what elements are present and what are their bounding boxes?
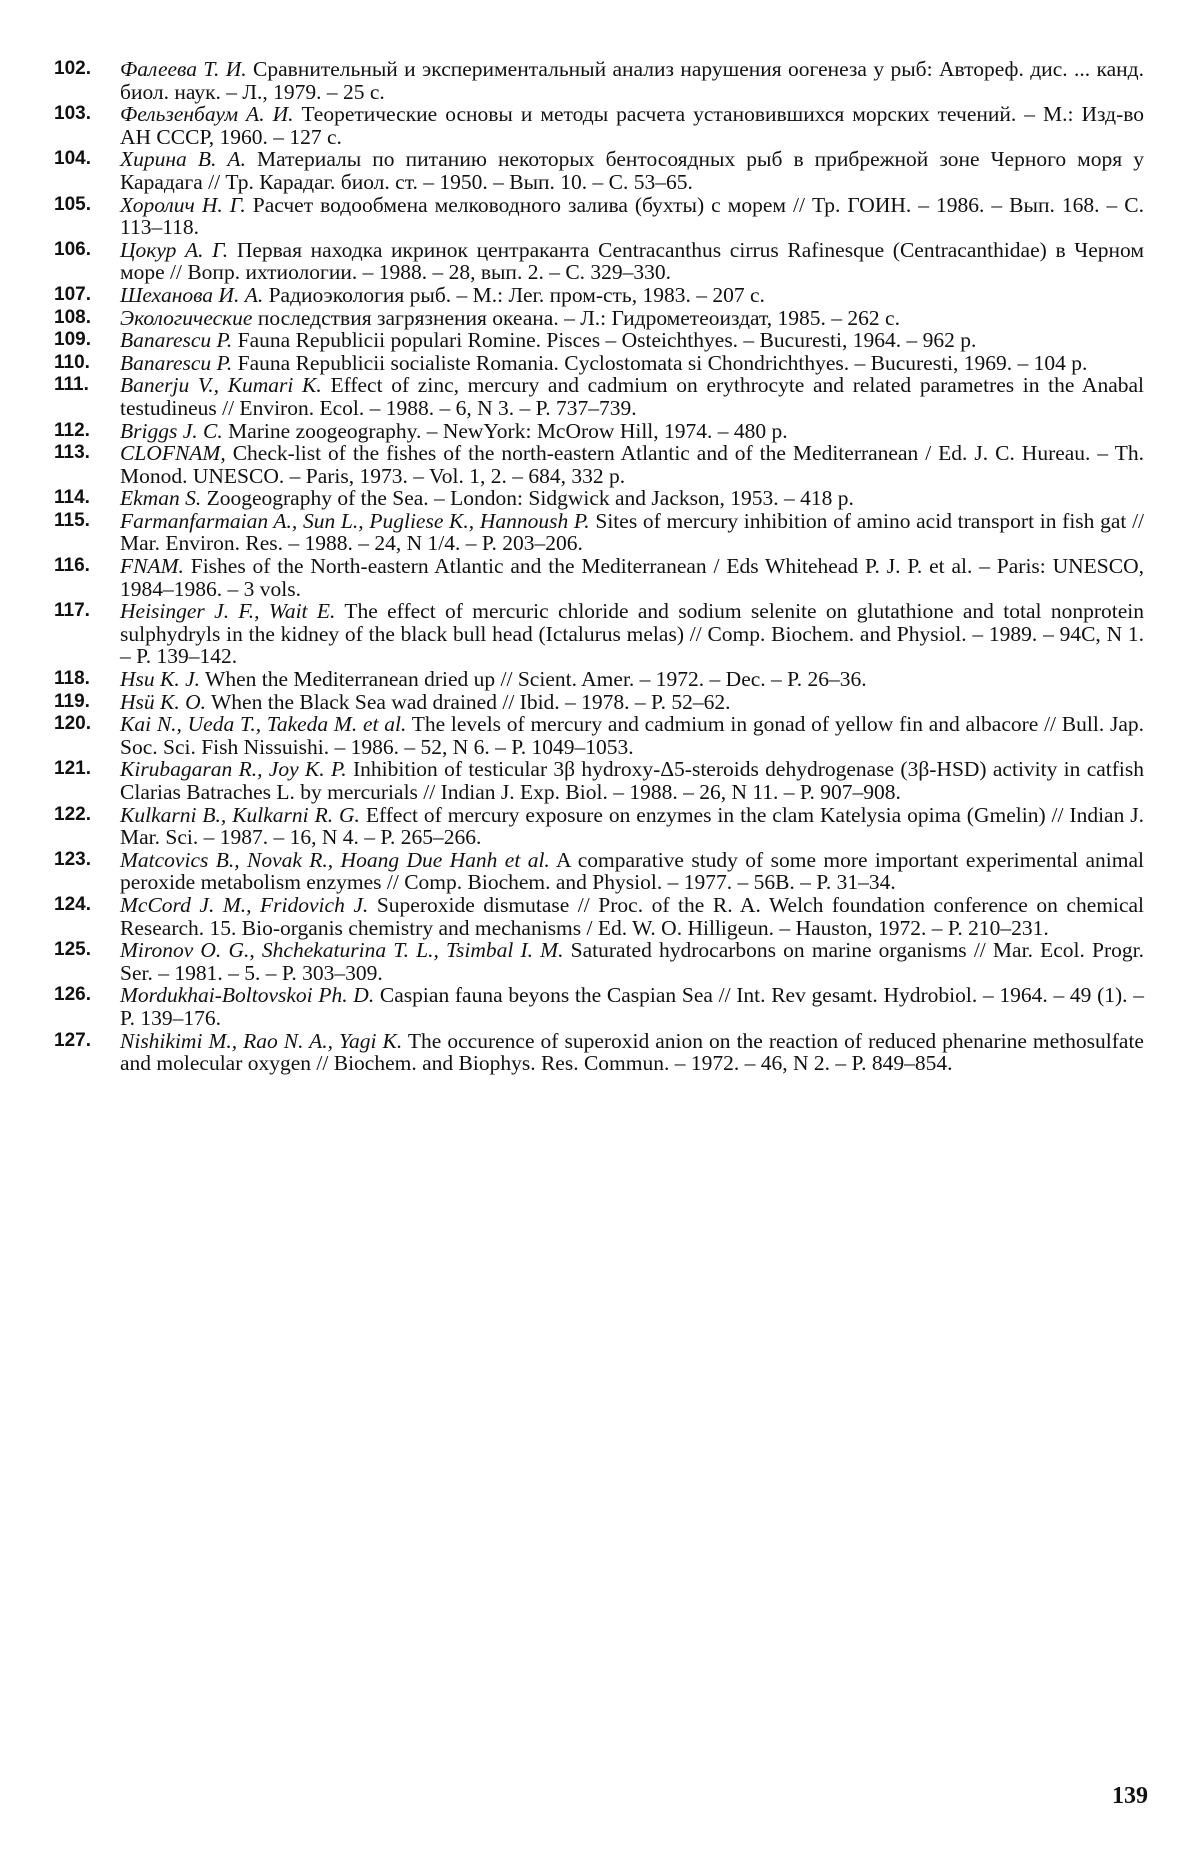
reference-author: Farmanfarmaian A., Sun L., Pugliese K., Hannoush P. [120, 508, 590, 533]
reference-author: Mordukhai-Boltovskoi Ph. D. [120, 983, 375, 1008]
reference-author: Banerju V., Kumari K. [120, 373, 322, 398]
reference-text: Marine zoogeography. – NewYork: McOrow Hill, 1974. – 480 p. [228, 418, 788, 443]
reference-item [54, 1030, 1144, 1075]
reference-number: 123. [54, 848, 91, 870]
reference-text: Sites of mercury inhibition of amino acid transport in fish gat // Mar. Environ. Res. – 1988. – 24, N 1/4. – P. 203–206. [120, 508, 1145, 556]
reference-text: Первая находка икринок центраканта Centracanthus cirrus Rafinesque (Centracanthidae) в Черном море // Вопр. ихтиологии. – 1988. – 28, вып. 2. – С. 329–330. [120, 237, 1145, 285]
reference-number: 121. [54, 758, 91, 780]
reference-item [54, 442, 1144, 487]
reference-text: Fauna Republicii socialiste Romania. Cyclostomata si Chondrichthyes. – Bucuresti, 1969. – 104 p. [237, 350, 1088, 375]
reference-author: Экологические [120, 305, 253, 330]
reference-author: Kirubagaran R., Joy K. P. [120, 757, 347, 782]
reference-item [54, 352, 1144, 375]
reference-item [54, 691, 1144, 714]
reference-number: 104. [54, 148, 91, 170]
reference-text: The levels of mercury and cadmium in gonad of yellow fin and albacore // Bull. Jap. Soc. Sci. Fish Nissuishi. – 1986. – 52, N 6. – P. 1049–1053. [120, 712, 1144, 759]
reference-author: Heisinger J. F., Wait E. [120, 599, 336, 624]
reference-author: Ekman S. [120, 486, 202, 511]
reference-number: 112. [54, 419, 90, 441]
reference-item [54, 510, 1144, 555]
reference-author: Фалеева Т. И. [120, 57, 247, 81]
reference-author: Matcovics B., Novak R., Hoang Due Hanh et al. [120, 847, 550, 872]
reference-number: 107. [54, 283, 91, 305]
reference-list [54, 58, 1144, 1075]
reference-author: Цокур А. Г. [120, 237, 229, 262]
reference-number: 117. [54, 600, 90, 622]
reference-text: Effect of zinc, mercury and cadmium on erythrocyte and related parametres in the Anabal testudineus // Environ. Ecol. – 1988. – 6, N 3. – P. 737–739. [120, 373, 1145, 420]
reference-text: Check-list of the fishes of the north-eastern Atlantic and of the Mediterranean / Ed. J. C. Hureau. – Th. Monod. UNESCO. – Paris, 1973. – Vol. 1, 2. – 684, 332 p. [120, 441, 1144, 488]
reference-author: Фельзенбаум А. И. [120, 102, 294, 127]
reference-author: Banarescu P. [120, 328, 233, 353]
reference-item [54, 148, 1144, 193]
reference-text: Caspian fauna beyons the Caspian Sea // Int. Rev gesamt. Hydrobiol. – 1964. – 49 (1). – P. 139–176. [120, 983, 1145, 1030]
reference-text: Fauna Republicii populari Romine. Pisces – Osteichthyes. – Bucuresti, 1964. – 962 p. [237, 328, 977, 353]
reference-number: 106. [54, 238, 91, 260]
reference-item [54, 103, 1144, 148]
reference-author: Шеханова И. А. [120, 282, 264, 307]
reference-item [54, 804, 1144, 849]
reference-item [54, 374, 1144, 419]
reference-number: 119. [54, 690, 90, 712]
reference-item [54, 284, 1144, 307]
reference-number: 125. [54, 939, 91, 961]
reference-text: Inhibition of testicular 3β hydroxy-Δ5-steroids dehydrogenase (3β-HSD) activity in catfish Clarias Batraches L. by mercurials // Indian J. Exp. Biol. – 1988. – 26, N 11. – P. 907–908. [120, 757, 1145, 804]
reference-item [54, 58, 1144, 103]
reference-text: Теоретические основы и методы расчета установившихся морских течений. – М.: Изд-во АН СССР, 1960. – 127 с. [120, 102, 1144, 149]
reference-text: Fishes of the North-eastern Atlantic and the Mediterranean / Eds Whitehead P. J. P. et al. – Paris: UNESCO, 1984–1986. – 3 vols. [120, 554, 1144, 601]
reference-item [54, 894, 1144, 939]
reference-item [54, 984, 1144, 1029]
reference-text: A comparative study of some more important experimental animal peroxide metabolism enzymes // Comp. Biochem. and Physiol. – 1977. – 56B. – P. 31–34. [120, 847, 1144, 895]
page-number: 139 [1112, 1783, 1148, 1809]
reference-author: Nishikimi M., Rao N. A., Yagi K. [120, 1028, 403, 1053]
reference-number: 118. [54, 668, 90, 690]
reference-number: 103. [54, 103, 91, 125]
reference-number: 111. [54, 374, 89, 396]
reference-number: 105. [54, 193, 91, 215]
reference-author: CLOFNAM, [120, 441, 226, 466]
reference-number: 113. [54, 442, 90, 464]
reference-author: Hsü K. O. [120, 689, 207, 714]
reference-number: 114. [54, 487, 90, 509]
reference-text: Zoogeography of the Sea. – London: Sidgwick and Jackson, 1953. – 418 p. [206, 486, 854, 511]
reference-author: Kulkarni B., Kulkarni R. G. [120, 802, 360, 827]
reference-number: 124. [54, 893, 91, 915]
reference-author: Хирина В. А. [120, 147, 246, 172]
reference-item [54, 713, 1144, 758]
reference-author: Banarescu P. [120, 350, 233, 375]
reference-text: Материалы по питанию некоторых бентосоядных рыб в прибрежной зоне Черного моря у Карадага // Тр. Карадаг. биол. ст. – 1950. – Вып. 10. – С. 53–65. [120, 147, 1144, 194]
reference-item [54, 194, 1144, 239]
reference-item [54, 849, 1144, 894]
reference-number: 122. [54, 803, 91, 825]
reference-item [54, 329, 1144, 352]
reference-author: Briggs J. C. [120, 418, 223, 443]
reference-text: The occurence of superoxid anion on the reaction of reduced phenarine methosulfate and molecular oxygen // Biochem. and Biophys. Res. Commun. – 1972. – 46, N 2. – P. 849–854. [120, 1028, 1144, 1076]
reference-item [54, 600, 1144, 668]
reference-number: 116. [54, 555, 90, 577]
reference-item [54, 939, 1144, 984]
reference-number: 102. [54, 58, 91, 79]
reference-number: 109. [54, 329, 91, 351]
reference-author: FNAM. [120, 554, 184, 579]
reference-number: 110. [54, 351, 90, 373]
reference-number: 127. [54, 1029, 91, 1051]
reference-number: 120. [54, 713, 91, 735]
reference-author: McCord J. M., Fridovich J. [120, 892, 369, 917]
reference-item [54, 487, 1144, 510]
reference-item [54, 420, 1144, 443]
reference-author: Хоролич Н. Г. [120, 192, 246, 217]
reference-item [54, 239, 1144, 284]
reference-item [54, 307, 1144, 330]
reference-item [54, 758, 1144, 803]
reference-text: Superoxide dismutase // Proc. of the R. A. Welch foundation conference on chemical Research. 15. Bio-organis chemistry and mechanisms / Ed. W. O. Hilligeun. – Hauston, 1972. – P. 210–231. [120, 892, 1145, 940]
reference-number: 108. [54, 306, 91, 328]
reference-author: Kai N., Ueda T., Takeda M. et al. [120, 712, 407, 737]
reference-item [54, 555, 1144, 600]
reference-item [54, 668, 1144, 691]
reference-author: Hsu K. J. [120, 667, 201, 692]
reference-text: Радиоэкология рыб. – М.: Лег. пром-сть, 1983. – 207 с. [268, 282, 765, 307]
reference-text: Сравнительный и экспериментальный анализ нарушения оогенеза у рыб: Автореф. дис. ... канд. биол. наук. – Л., 1979. – 25 с. [120, 57, 1144, 104]
reference-text: When the Mediterranean dried up // Scient. Amer. – 1972. – Dec. – P. 26–36. [205, 667, 867, 692]
reference-number: 126. [54, 984, 91, 1006]
reference-text: When the Black Sea wad drained // Ibid. – 1978. – P. 52–62. [211, 689, 731, 714]
reference-number: 115. [54, 509, 90, 531]
reference-text: последствия загрязнения океана. – Л.: Гидрометеоиздат, 1985. – 262 с. [257, 305, 900, 330]
reference-author: Mironov O. G., Shchekaturina T. L., Tsimbal I. M. [120, 938, 564, 963]
reference-text: Saturated hydrocarbons on marine organisms // Mar. Ecol. Progr. Ser. – 1981. – 5. – P. 303–309. [120, 938, 1144, 985]
reference-text: Effect of mercury exposure on enzymes in the clam Katelysia opima (Gmelin) // Indian J. Mar. Sci. – 1987. – 16, N 4. – P. 265–266. [120, 802, 1145, 850]
reference-text: Расчет водообмена мелководного залива (бухты) с морем // Тр. ГОИН. – 1986. – Вып. 168. – С. 113–118. [120, 192, 1144, 240]
reference-text: The effect of mercuric chloride and sodium selenite on glutathione and total nonprotein sulphydryls in the kidney of the black bull head (Ictalurus melas) // Comp. Biochem. and Physiol. – 1989. – 94C, N 1. – P. 139–142. [120, 599, 1144, 669]
